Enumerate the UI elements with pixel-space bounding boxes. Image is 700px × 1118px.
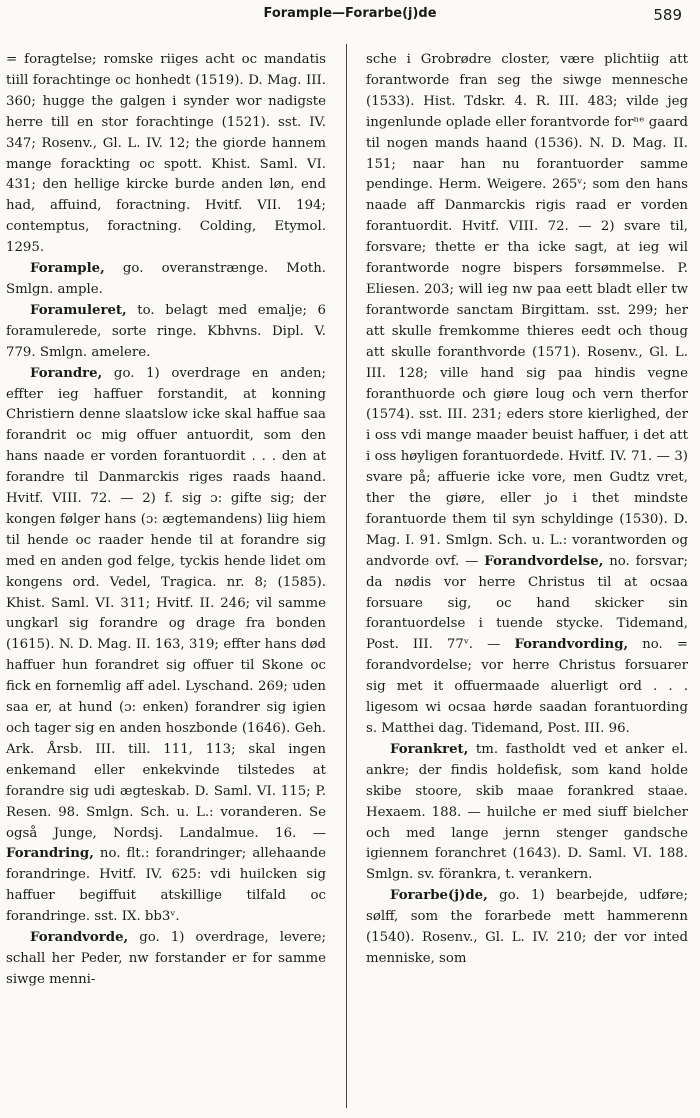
dictionary-entry [6,928,326,991]
headword: Forandvorde, [30,930,129,946]
entry-text: no. forsvar; da nødis vor herre Christus til at ocsaa forsuare sig, oc hand skicker sin forantuordelse i tuende stycke. Tidemand, Post. III. 77ᵛ. — [366,553,688,653]
headword: Forandre, [30,365,103,381]
entry-text: tm. fastholdt ved et anker el. ankre; der findis holdefisk, som kand holde skibe stoore, skib maae forankred staae. Hexaem. 188. — huilche er med siuff bielcher och med lange jernn stenger gandsche igiennem foranchret (1643). D. Saml. VI. 188. Smlgn. sv. förankra, t. verankern. [366,741,688,883]
page-number: 589 [653,6,682,24]
headword: Forandvording, [514,637,629,653]
entry-text: go. 1) overdrage, levere; schall her Peder, nw forstander er for samme siwge menni- [6,930,326,987]
entry-text: go. 1) overdrage en anden; effter ieg haffuer forstandit, at konning Christiern denne slaatslow icke skal haffue saa forandrit oc mig offuer antuordit, som den hans naade er vorden forantuordit . . . den at forandre til Danmarckis riges raads haand. Hvitf. VIII. 72. — 2) f. sig ɔ: gifte sig; der kongen følger hans (ɔ: ægtemandens) liig hiem til hende oc raader hende til at forandre sig med en anden god felge, tyckis hende lidet om kongens ord. Vedel, Tragica. nr. 8; (1585). Khist. Saml. VI. 311; Hvitf. II. 246; vil samme ungkarl sig forandre og drage fra bonden (1615). N. D. Mag. II. 163, 319; effter hans død haffuer hun forandret sig offuer til Skone oc fick en fornemlig aff adel. Lyschand. 269; uden saa er, at hund (ɔ: enken) forandrer sig igien och tager sig en anden hoszbonde (1646). Geh. Ark. Årsb. III. till. 111, 113; skal ingen enkemand eller enkekvinde tilstedes at forandre sig udi ægteskab. D. Saml. VI. 115; P. Resen. 98. Smlgn. Sch. u. L.: voranderen. Se også Junge, Nordsj. Landalmue. 16. — [6,365,326,841]
headword: Forankret, [390,741,469,757]
entry-text: sche i Grobrødre closter, være plichtiig att forantworde fran seg the siwge mennesche (1533). Hist. Tdskr. 4. R. III. 483; vilde jeg ingenlunde oplade eller forantvorde forⁿᵉ gaard til nogen mands haand (1536). N. D. Mag. II. 151; naar han nu forantuorder samme pendinge. Herm. Weigere. 265ᵛ; som den hans naade aff Danmarckis rigis raad er vorden forantuordit. Hvitf. VIII. 72. — 2) svare til, forsvare; thette er tha icke sagt, at ieg wil forantworde nogre bispers forsømmelse. P. Eliesen. 203; will ieg nw paa eett bladt eller tw forantworde sanctam Birgittam. sst. 299; her att skulle fremkomme thieres eedt och thoug att skulle foranthvorde (1571). Rosenv., Gl. L. III. 128; ville hand sig paa hindis vegne foranthuorde och giøre loug och vern therfor (1574). sst. III. 231; eders store kierlighed, der i oss vdi mange maader beuist haffuer, i det att i oss høyligen forantuordede. Hvitf. IV. 71. — 3) svare på; affuerie icke vore, men Gudtz vret, ther the giøre, eller jo i thet mindste forantuorde them til syn schyldinge (1530). D. Mag. I. 91. Smlgn. Sch. u. L.: vorantworden og andvorde ovf. — [366,52,688,569]
column-divider [346,44,347,1108]
entry-continuation [366,50,688,740]
entry-text: no. flt.: forandringer; allehaande forandringe. Hvitf. IV. 625: vdi huilcken sig haffuer begiffuit atskillige tilfald oc forandringe. sst. IX. bb3ᵛ. [6,846,326,925]
entry-text: no. = forandvordelse; vor herre Christus forsuarer sig met it offuermaade aluerligt ord . . . ligesom wi ocsaa hørde saadan forantuording s. Matthei dag. Tidemand, Post. III. 96. [366,637,688,736]
entry-text: go. 1) bearbejde, udføre; sølff, som the forarbede mett hammerenn (1540). Rosenv., Gl. L. IV. 210; der vor inted menniske, som [366,888,688,966]
right-column [366,50,688,970]
entry-text: = foragtelse; romske riiges acht oc mandatis tiill forachtinge oc honhedt (1519). D. Mag. III. 360; hugge the galgen i synder wor nadigste herre till en stor forachtinge (1521). sst. IV. 347; Rosenv., Gl. L. IV. 12; the giorde hannem mange forackting oc spott. Khist. Saml. VI. 431; den hellige kircke burde anden løn, end had, affuind, foractning. Hvitf. VII. 194; contemptus, foractning. Colding, Etymol. 1295. [6,52,326,256]
dictionary-entry [6,301,326,364]
headword: Forarbe(j)de, [390,888,488,904]
dictionary-entry [366,886,688,970]
dictionary-entry [6,259,326,301]
dictionary-entry [6,364,326,928]
page-header [0,6,700,28]
headword: Forandring, [6,846,94,862]
entry-text: go. overanstrænge. Moth. Smlgn. ample. [6,261,326,297]
running-head: Forample—Forarbe(j)de [263,6,437,21]
headword: Foramuleret, [30,302,127,318]
headword: Forandvordelse, [484,553,604,569]
left-column [6,50,326,991]
entry-text: to. belagt med emalje; 6 foramulerede, sorte ringe. Kbhvns. Dipl. V. 779. Smlgn. amelere. [6,302,326,360]
headword: Forample, [30,261,105,277]
entry-continuation [6,50,326,259]
dictionary-entry [366,740,688,886]
